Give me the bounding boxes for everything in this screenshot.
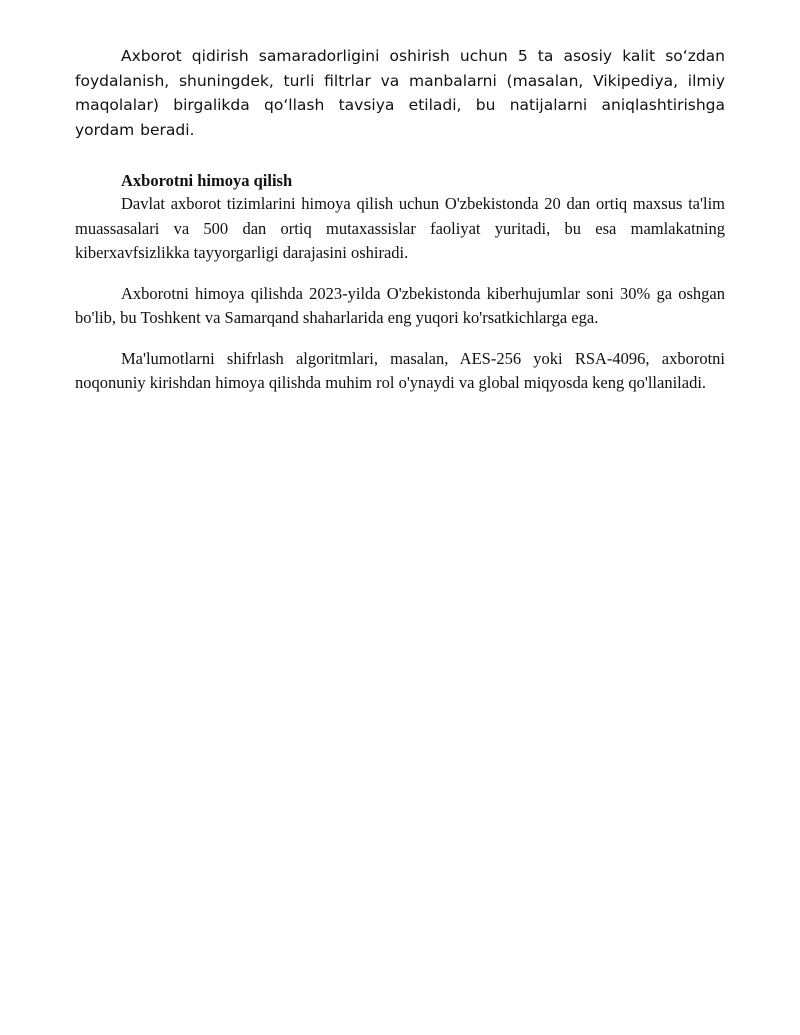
paragraph-state-systems-protection: Davlat axborot tizimlarini himoya qilish uchun O'zbekistonda 20 dan ortiq maxsus ta'lim muassasalari va 500 dan ortiq mutaxassislar faoliyat yuritadi, bu esa mamlakatning kiberxavfsizlikka tayyorgarligi darajasini oshiradi. — [75, 194, 725, 262]
document-body — [75, 44, 725, 396]
paragraph-encryption-algorithms: Ma'lumotlarni shifrlash algoritmlari, masalan, AES-256 yoki RSA-4096, axborotni noqonuniy kirishdan himoya qilishda muhim rol o'ynaydi va global miqyosda keng qo'llaniladi. — [75, 348, 725, 392]
paragraph-search-efficiency: Axborot qidirish samaradorligini oshirish uchun 5 ta asosiy kalit so‘zdan foydalanish, shuningdek, turli filtrlar va manbalarni (masalan, Vikipediya, ilmiy maqolalar) birgalikda qo‘llash tavsiya etiladi, bu natijalarni aniqlashtirishga yordam beradi. — [75, 47, 725, 139]
section-heading-information-protection: Axborotni himoya qilish — [121, 171, 293, 190]
paragraph-cyberattacks-statistics: Axborotni himoya qilishda 2023-yilda O'zbekistonda kiberhujumlar soni 30% ga oshgan bo'lib, bu Toshkent va Samarqand shaharlarida eng yuqori ko'rsatkichlarga ega. — [75, 283, 725, 327]
